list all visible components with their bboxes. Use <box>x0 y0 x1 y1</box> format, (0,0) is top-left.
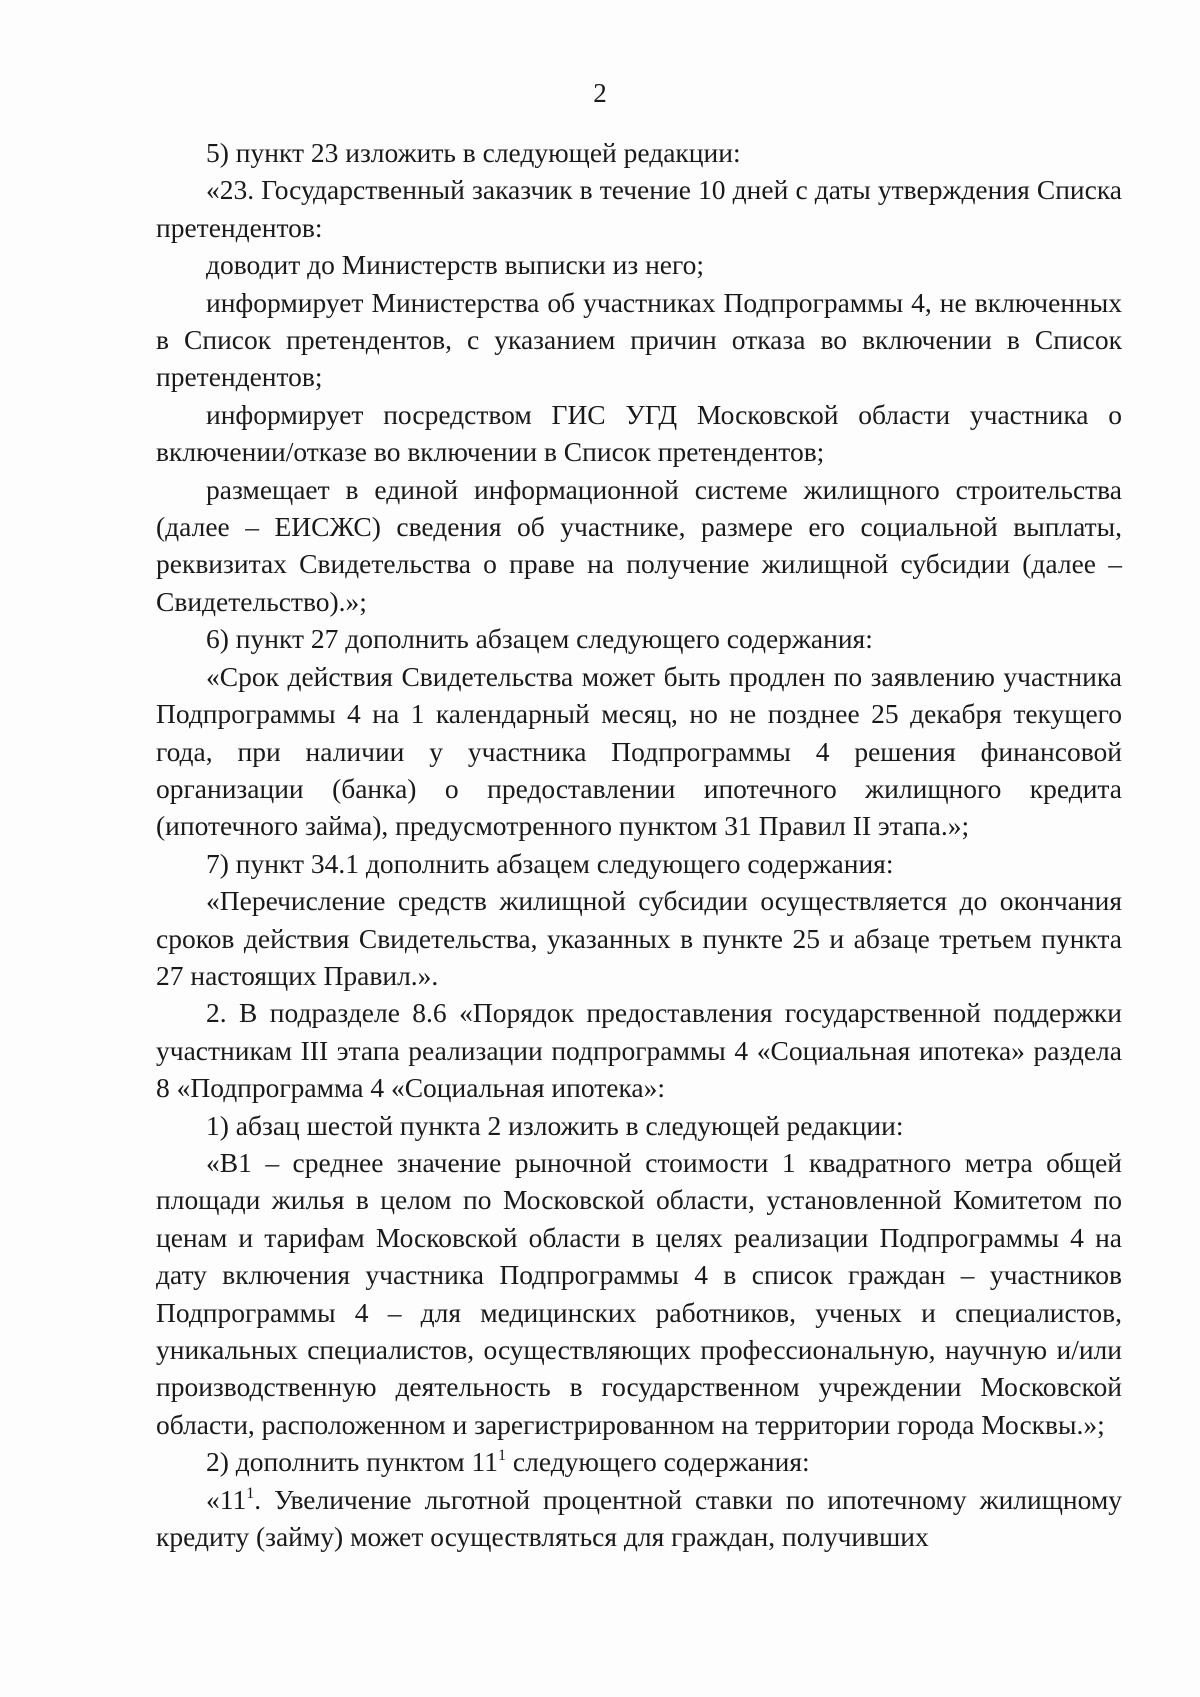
paragraph: «Срок действия Свидетельства может быть продлен по заявлению участника Подпрограммы 4 на 1 календарный месяц, но не позднее 25 декабря текущего года, при наличии у участника Подпрограммы 4 решения финансовой организации (банка) о предоставлении ипотечного жилищного кредита (ипотечного займа), предусмотренного пунктом 31 Правил II этапа.»; <box>156 660 1122 842</box>
page-number: 2 <box>593 78 607 108</box>
paragraph: «Перечисление средств жилищной субсидии осуществляется до окончания сроков действия Свидетельства, указанных в пункте 25 и абзаце третьем пункта 27 настоящих Правил.». <box>156 885 1122 991</box>
paragraph: 2. В подразделе 8.6 «Порядок предоставления государственной поддержки участникам III этапа реализации подпрограммы 4 «Социальная ипотека» раздела 8 «Подпрограмма 4 «Социальная ипотека»: <box>156 997 1122 1104</box>
document-body <box>156 134 1122 1555</box>
paragraph-text: «11 <box>206 1483 247 1515</box>
superscript: 1 <box>498 1447 507 1465</box>
paragraph: 5) пункт 23 изложить в следующей редакции: <box>206 137 741 168</box>
paragraph: информирует посредством ГИС УГД Московской области участника о включении/отказе во включении в Список претендентов; <box>156 398 1122 468</box>
paragraph: 1) абзац шестой пункта 2 изложить в следующей редакции: <box>206 1109 904 1141</box>
paragraph: «В1 – среднее значение рыночной стоимости 1 квадратного метра общей площади жилья в целом по Московской области, установленной Комитетом по ценам и тарифам Московской области в целях реализации Подпрограммы 4 на дату включения участника Подпрограммы 4 в список граждан – участников Подпрограммы 4 – для медицинских работников, ученых и специалистов, уникальных специалистов, осуществляющих профессиональную, научную и/или производственную деятельность в государственном учреждении Московской области, расположенном и зарегистрированном на территории города Москвы.»; <box>156 1146 1122 1440</box>
paragraph-text: следующего содержания: <box>506 1446 810 1478</box>
paragraph: информирует Министерства об участниках Подпрограммы 4, не включенных в Список претендентов, с указанием причин отказа во включении в Список претендентов; <box>156 286 1122 393</box>
paragraph-text: 2) дополнить пунктом 11 <box>206 1446 499 1478</box>
paragraph <box>156 1443 1122 1480</box>
paragraph <box>156 1481 1122 1556</box>
paragraph: размещает в единой информационной системе жилищного строительства (далее – ЕИСЖС) сведения об участнике, размере его социальной выплаты, реквизитах Свидетельства о праве на получение жилищной субсидии (далее – Свидетельство).»; <box>156 473 1122 617</box>
paragraph-text: . Увеличение льготной процентной ставки по ипотечному жилищному кредиту (займу) может осуществляться для граждан, получивших <box>156 1483 1122 1553</box>
paragraph: 7) пункт 34.1 дополнить абзацем следующего содержания: <box>206 847 894 879</box>
superscript: 1 <box>246 1484 255 1502</box>
paragraph: доводит до Министерств выписки из него; <box>206 249 704 281</box>
paragraph: «23. Государственный заказчик в течение 10 дней с даты утверждения Списка претендентов: <box>156 174 1122 243</box>
paragraph: 6) пункт 27 дополнить абзацем следующего содержания: <box>206 623 873 655</box>
